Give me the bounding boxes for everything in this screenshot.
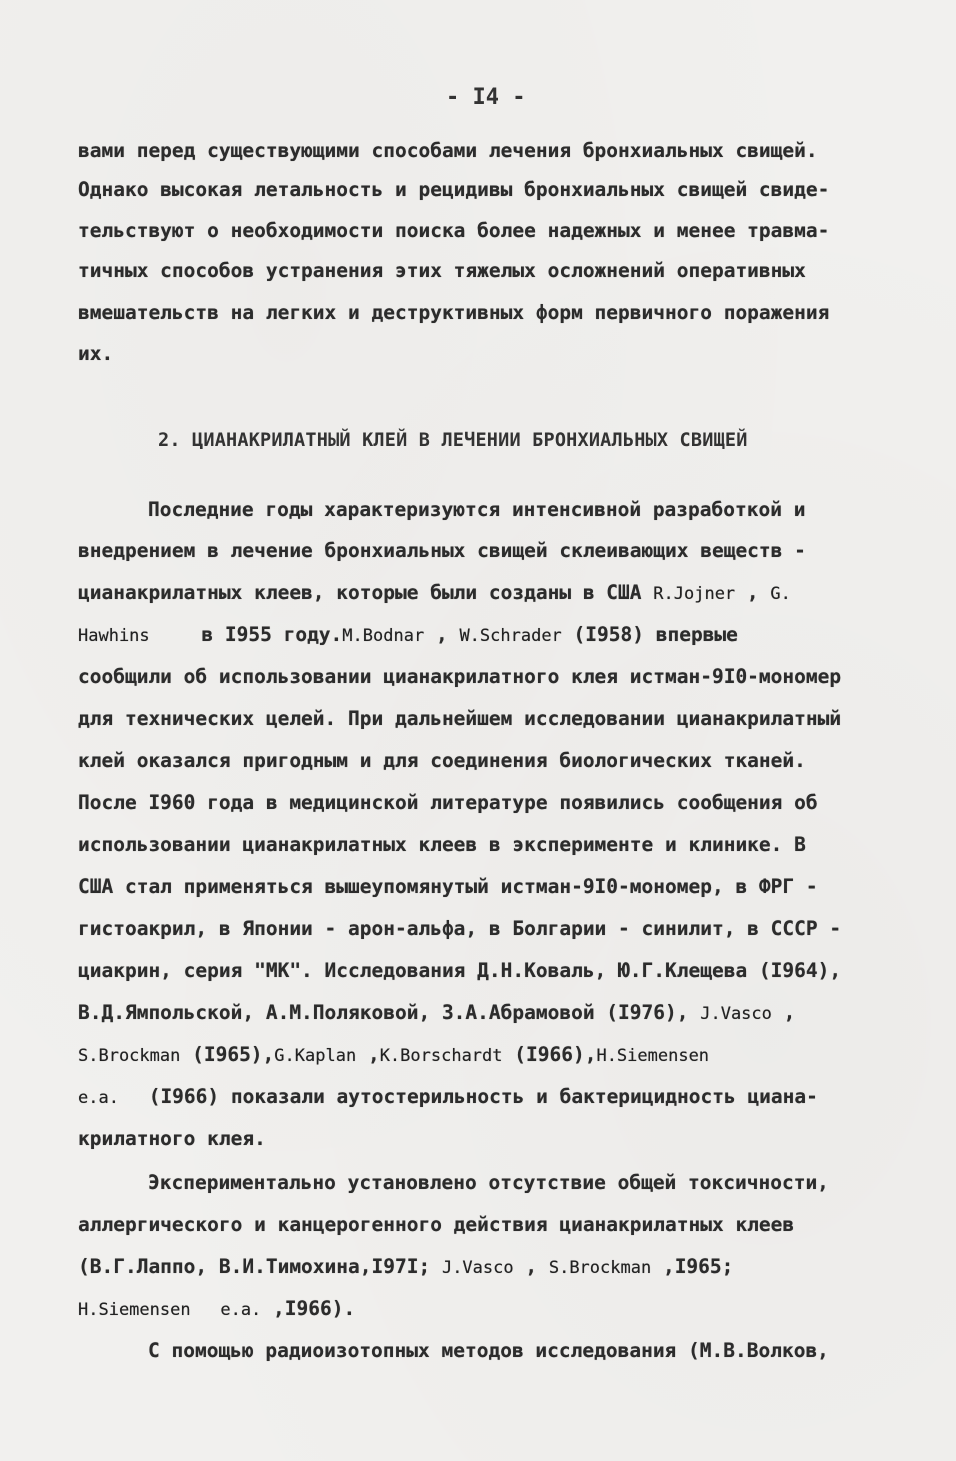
author-name: Hawhins — [78, 626, 150, 646]
text-segment: в I955 году. — [201, 623, 343, 646]
text-line — [78, 1000, 795, 1027]
author-name: W.Schrader — [459, 626, 562, 646]
text-segment: (I966), — [514, 1043, 597, 1066]
text-line: С помощью радиоизотопных методов исследования (М.В.Волков, — [148, 1339, 829, 1362]
section-heading: 2. ЦИАНАКРИЛАТНЫЙ КЛЕЙ В ЛЕЧЕНИИ БРОНХИАЛЬНЫХ СВИЩЕЙ — [158, 430, 748, 451]
text-line: для технических целей. При дальнейшем исследовании цианакрилатный — [78, 707, 842, 730]
text-line — [78, 1042, 709, 1069]
text-line: вами перед существующими способами лечения бронхиальных свищей. — [78, 139, 818, 162]
text-segment: , — [367, 1043, 380, 1066]
author-name: R.Jojner — [653, 584, 736, 604]
author-name: K.Borschardt — [379, 1046, 503, 1066]
page-number: - I4 - — [446, 85, 526, 110]
author-name: H.Siemensen — [78, 1300, 191, 1320]
text-line — [78, 580, 791, 607]
text-line: сообщили об использовании цианакрилатного клея истман-9I0-мономер — [78, 665, 842, 688]
text-line: США стал применяться вышеупомянутый истман-9I0-мономер, в ФРГ - — [78, 875, 818, 898]
author-name: M.Bodnar — [342, 626, 425, 646]
text-segment: , — [746, 581, 759, 604]
text-line: аллергического и канцерогенного действия цианакрилатных клеев — [78, 1213, 795, 1236]
text-line: крилатного клея. — [78, 1127, 266, 1150]
text-line: использовании цианакрилатных клеев в эксперименте и клинике. В — [78, 833, 806, 856]
author-name: e.a. — [220, 1300, 262, 1320]
text-line: Однако высокая летальность и рецидивы бронхиальных свищей свиде- — [78, 178, 830, 201]
author-name: S.Brockman — [548, 1258, 652, 1278]
text-line: тельствуют о необходимости поиска более надежных и менее травма- — [78, 219, 830, 242]
text-segment: (В.Г.Лаппо, В.И.Тимохина,I97I; — [78, 1255, 431, 1278]
author-name: H.Siemensen — [596, 1046, 710, 1066]
text-line: циакрин, серия "МК". Исследования Д.Н.Коваль, Ю.Г.Клещева (I964), — [78, 959, 842, 982]
text-segment: (I965), — [192, 1043, 275, 1066]
text-line: Экспериментально установлено отсутствие общей токсичности, — [148, 1171, 829, 1194]
author-name: S.Brockman — [78, 1046, 181, 1066]
text-segment: ,I965; — [662, 1255, 734, 1278]
text-line — [78, 1254, 733, 1281]
text-line: гистоакрил, в Японии - арон-альфа, в Болгарии - синилит, в СССР - — [78, 917, 842, 940]
text-line: их. — [78, 342, 114, 365]
text-segment: , — [783, 1001, 796, 1024]
text-segment: ,I966). — [273, 1297, 356, 1320]
text-line: внедрением в лечение бронхиальных свищей склеивающих веществ - — [78, 539, 806, 562]
author-name: e.a. — [78, 1088, 119, 1108]
text-segment: (I958) впервые — [573, 623, 738, 646]
text-line — [78, 1296, 355, 1323]
author-name: G. — [770, 584, 791, 604]
text-line — [78, 622, 738, 649]
author-name: J.Vasco — [700, 1004, 772, 1024]
author-name: G.Kaplan — [274, 1046, 357, 1066]
text-segment: В.Д.Ямпольской, А.М.Поляковой, З.А.Абрамовой (I976), — [78, 1001, 689, 1024]
text-line: Последние годы характеризуются интенсивной разработкой и — [148, 498, 806, 521]
text-line: вмешательств на легких и деструктивных форм первичного поражения — [78, 301, 830, 324]
author-name: J.Vasco — [441, 1258, 514, 1278]
text-segment: цианакрилатных клеев, которые были созданы в США — [78, 581, 642, 604]
text-line: После I960 года в медицинской литературе появились сообщения об — [78, 791, 818, 814]
text-line — [78, 1084, 818, 1111]
text-segment: , — [435, 623, 448, 646]
text-line: тичных способов устранения этих тяжелых осложнений оперативных — [78, 259, 806, 282]
text-line: клей оказался пригодным и для соединения биологических тканей. — [78, 749, 806, 772]
text-segment: , — [525, 1255, 549, 1278]
text-segment: (I966) показали аутостерильность и бактерицидность циана- — [148, 1085, 818, 1108]
